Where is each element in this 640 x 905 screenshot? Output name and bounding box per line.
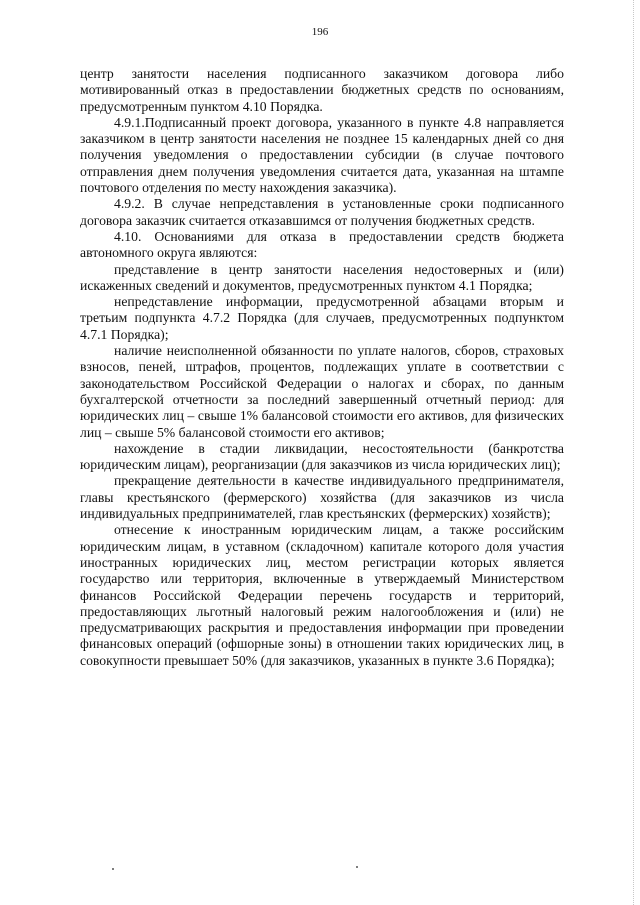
scan-edge-line <box>633 0 634 905</box>
paragraph-4-10: 4.10. Основаниями для отказа в предоставлении средств бюджета автономного округа являются: <box>80 228 564 261</box>
paragraph-4-9-2: 4.9.2. В случае непредставления в установленные сроки подписанного договора заказчик считается отказавшимся от получения бюджетных средств. <box>80 196 564 228</box>
scan-speck <box>112 868 114 870</box>
list-item-foreign-entities: отнесение к иностранным юридическим лицам, а также российским юридическим лицам, в уставном (складочном) капитале которого доля участия иностранных юридических лиц, местом регистрации которых является государство или территория, включенные в утверждаемый Министерством финансов Российской Федерации перечень государств и территорий, предоставляющих льготный налоговый режим налогообложения и (или) не предусматривающих раскрытия и предоставления информации при проведении финансовых операций (офшорные зоны) в отношении таких юридических лиц, в совокупности превышает 50% (для заказчиков, указанных в пункте 3.6 Порядка); <box>80 522 564 668</box>
list-item-liquidation: нахождение в стадии ликвидации, несостоятельности (банкротства юридическим лицам), реорганизации (для заказчиков из числа юридических лиц); <box>80 440 564 473</box>
list-item-tax-debt: наличие неисполненной обязанности по уплате налогов, сборов, страховых взносов, пеней, штрафов, процентов, подлежащих уплате в соответствии с законодательством Российской Федерации о налогах и сборах, по данным бухгалтерской отчетности за последний завершенный отчетный период: для юридических лиц – свыше 1% балансовой стоимости его активов, для физических лиц – свыше 5% балансовой стоимости его активов; <box>80 343 564 440</box>
scan-speck <box>356 866 358 868</box>
list-item-no-info: непредставление информации, предусмотренной абзацами вторым и третьим подпункта 4.7.2 Порядка (для случаев, предусмотренных подпунктом 4.7.1 Порядка); <box>80 294 564 342</box>
page-number: 196 <box>311 26 329 38</box>
list-item-false-info: представление в центр занятости населения недостоверных и (или) искаженных сведений и документов, предусмотренных пунктом 4.1 Порядка; <box>80 261 564 293</box>
document-body <box>80 66 564 669</box>
paragraph-continuation: центр занятости населения подписанного заказчиком договора либо мотивированный отказ в предоставлении бюджетных средств по основаниям, предусмотренным пунктом 4.10 Порядка. <box>80 66 564 114</box>
list-item-termination: прекращение деятельности в качестве индивидуального предпринимателя, главы крестьянского (фермерского) хозяйства (для заказчиков из числа индивидуальных предпринимателей, глав крестьянских (фермерских) хозяйств); <box>80 473 564 522</box>
paragraph-4-9-1: 4.9.1.Подписанный проект договора, указанного в пункте 4.8 направляется заказчиком в центр занятости населения не позднее 15 календарных дней со дня получения уведомления о предоставлении субсидии (в случае почтового отправления днем получения уведомления считается дата, указанная на штампе почтового отделения по месту нахождения заказчика). <box>80 114 564 196</box>
